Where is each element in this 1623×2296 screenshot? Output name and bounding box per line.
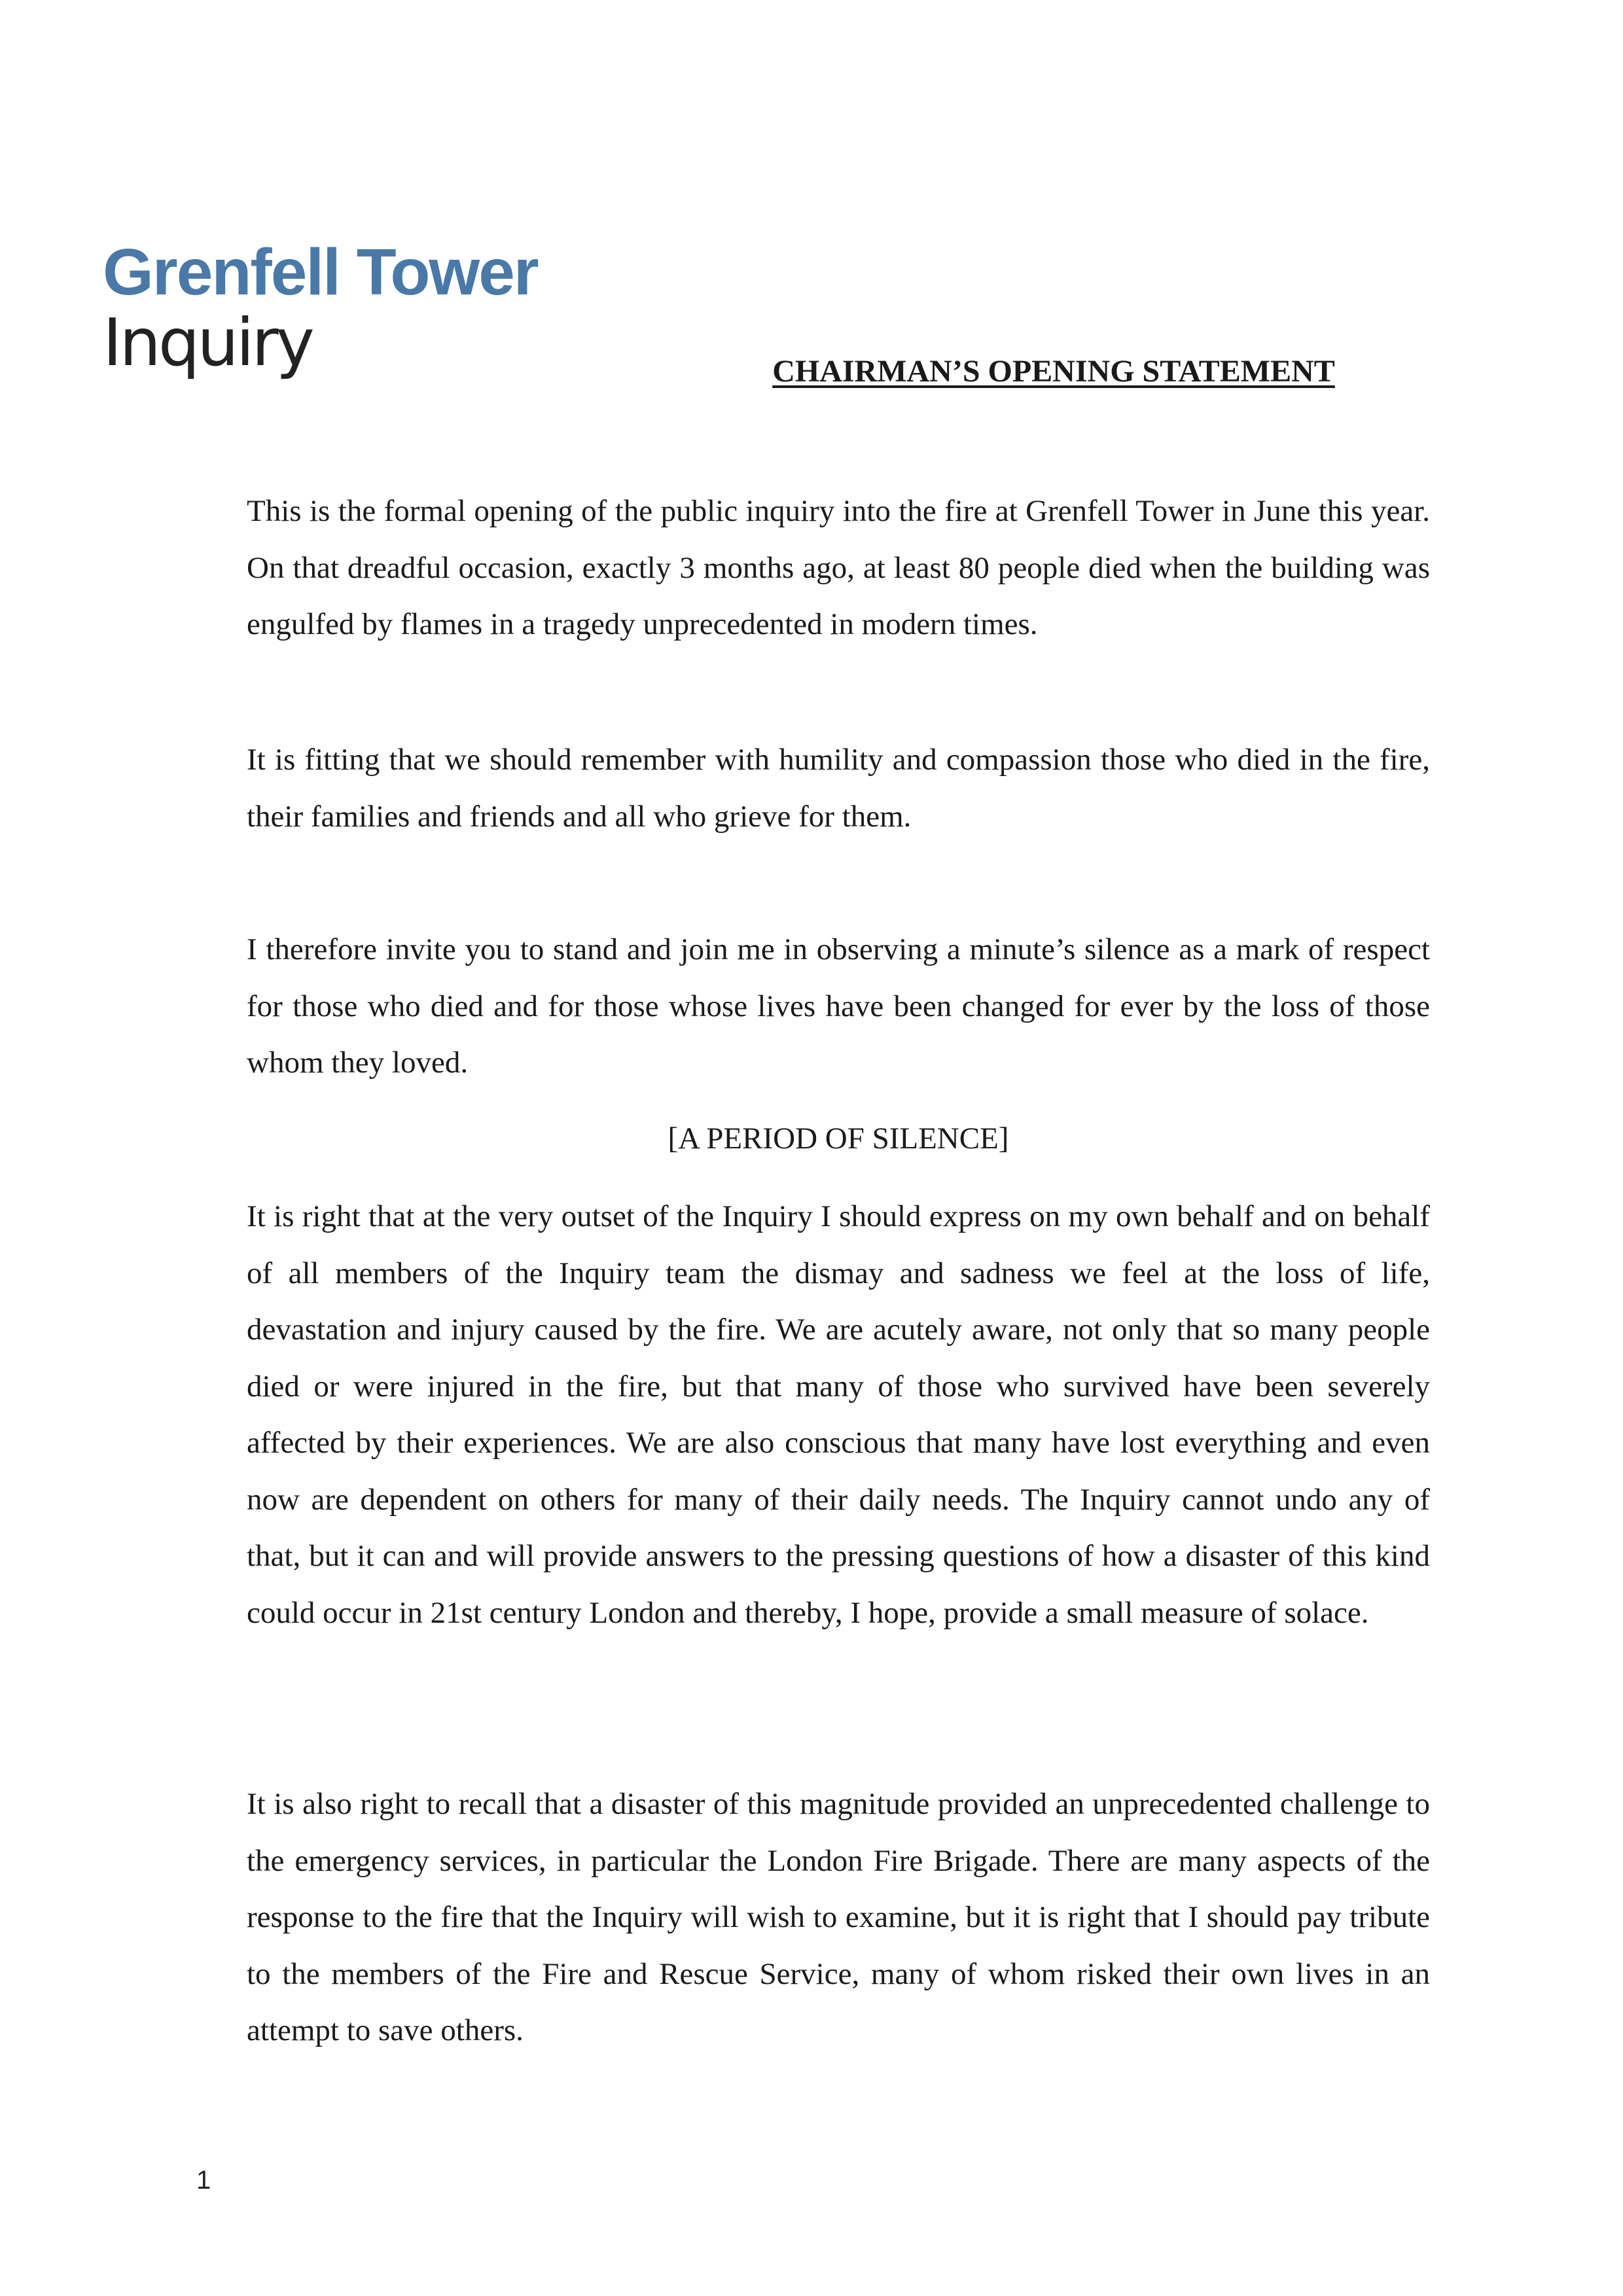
page-number: 1 [196,2166,211,2195]
paragraph-4-container [247,1188,1430,1641]
paragraph: It is also right to recall that a disaster of this magnitude provided an unprecedented challenge to the emergency services, in particular the London Fire Brigade. There are many aspects of the response to the fire that the Inquiry will wish to examine, but it is right that I should pay tribute to the members of the Fire and Rescue Service, many of whom risked their own lives in an attempt to save others. [247,1787,1430,2047]
paragraph: This is the formal opening of the public inquiry into the fire at Grenfell Tower in June this year. On that dreadful occasion, exactly 3 months ago, at least 80 people died when the building was engulfed by flames in a tragedy unprecedented in modern times. [247,494,1430,641]
paragraph-1-container [247,483,1430,653]
paragraph: It is fitting that we should remember with humility and compassion those who died in the fire, their families and friends and all who grieve for them. [247,743,1430,834]
document-heading: CHAIRMAN’S OPENING STATEMENT [772,354,1335,389]
silence-note: [A PERIOD OF SILENCE] [668,1122,1009,1156]
paragraph-2-container [247,732,1430,845]
paragraph: It is right that at the very outset of the Inquiry I should express on my own behalf and on behalf of all members of the Inquiry team the dismay and sadness we feel at the loss of life, devastation and injury caused by the fire. We are acutely aware, not only that so many people died or were injured in the fire, but that many of those who survived have been severely affected by their experiences. We are also conscious that many have lost everything and even now are dependent on others for many of their daily needs. The Inquiry cannot undo any of that, but it can and will provide answers to the pressing questions of how a disaster of this kind could occur in 21st century London and thereby, I hope, provide a small measure of solace. [247,1199,1430,1630]
logo-line-grenfell-tower: Grenfell Tower [103,236,538,309]
paragraph-5-container [247,1776,1430,2059]
logo-line-inquiry: Inquiry [103,304,312,381]
grenfell-tower-inquiry-logo [103,236,626,381]
paragraph-3-container [247,921,1430,1091]
paragraph: I therefore invite you to stand and join me in observing a minute’s silence as a mark of respect for those who died and for those whose lives have been changed for ever by the loss of those whom they loved. [247,932,1430,1080]
